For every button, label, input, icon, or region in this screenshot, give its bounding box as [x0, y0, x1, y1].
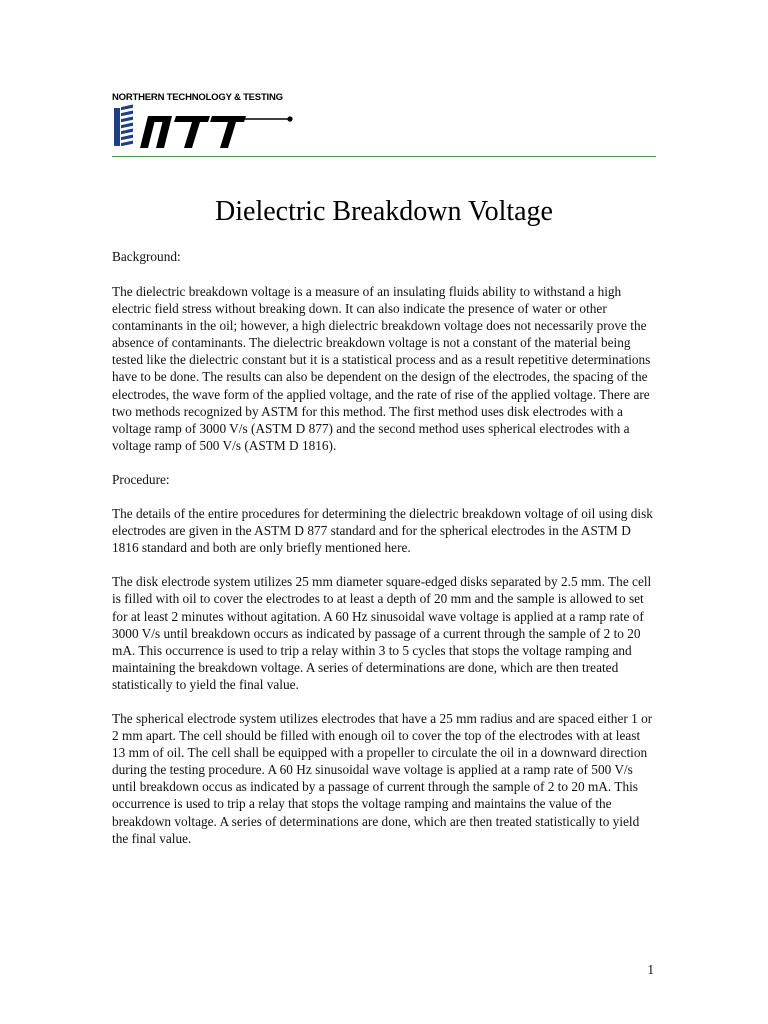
page-number: 1	[647, 962, 654, 977]
background-heading: Background:	[112, 249, 181, 264]
ntt-logo	[112, 104, 312, 150]
document-body	[112, 192, 656, 847]
procedure-paragraph: The disk electrode system utilizes 25 mm diameter square-edged disks separated by 2.5 mm. The cell is filled with oil to cover the electrodes to at least a depth of 20 mm and the sample is allowed to set for at least 2 minutes without agitation. A 60 Hz sinusoidal wave voltage is applied at a ramp rate of 3000 V/s until breakdown occurs as indicated by passage of a current through the sample of 2 to 20 mA. This occurrence is used to trip a relay within 3 to 5 cycles that stops the voltage ramping and maintaining the breakdown voltage. A series of determinations are done, which are then treated statistically to yield the final value.	[112, 574, 652, 692]
document-title: Dielectric Breakdown Voltage	[215, 196, 553, 227]
procedure-paragraph: The details of the entire procedures for determining the dielectric breakdown voltage of oil using disk electrodes are given in the ASTM D 877 standard and for the spherical electrodes in the ASTM D 1816 standard and both are only briefly mentioned here.	[112, 506, 653, 556]
coil-icon	[114, 105, 133, 147]
procedure-heading: Procedure:	[112, 471, 170, 487]
letterhead-divider	[112, 156, 656, 157]
ntt-letters	[140, 116, 246, 148]
letterhead	[112, 92, 656, 162]
procedure-paragraph: The spherical electrode system utilizes electrodes that have a 25 mm radius and are spaced either 1 or 2 mm apart. The cell should be filled with enough oil to cover the top of the electrodes with at least 13 mm of oil. The cell shall be equipped with a propeller to circulate the oil in a downward direction during the testing procedure. A 60 Hz sinusoidal wave voltage is applied at a ramp rate of 500 V/s until breakdown occus as indicated by a passage of current through the sample of 2 to 20 mA. This occurrence is used to trip a relay that stops the voltage ramping and maintains the value of the breakdown voltage. A series of determinations are done, which are then treated statistically to yield the final value.	[112, 710, 653, 846]
background-paragraph: The dielectric breakdown voltage is a measure of an insulating fluids ability to withstand a high electric field stress without breaking down. It can also indicate the presence of water or other contaminants in the oil; however, a high dielectric breakdown voltage does not necessarily prove the absence of contaminants. The dielectric breakdown voltage is not a constant of the material being tested like the dielectric constant but it is a statistical process and as a result repetitive determinations have to be done. The results can also be dependent on the design of the electrodes, the spacing of the electrodes, the wave form of the applied voltage, and the rate of rise of the applied voltage. There are two methods recognized by ASTM for this method. The first method uses disk electrodes with a voltage ramp of 3000 V/s (ASTM D 877) and the second method uses spherical electrodes with a voltage ramp of 500 V/s (ASTM D 1816).	[112, 284, 651, 453]
company-name: NORTHERN TECHNOLOGY & TESTING	[112, 92, 283, 103]
svg-text:NTT: NTT	[112, 104, 114, 105]
